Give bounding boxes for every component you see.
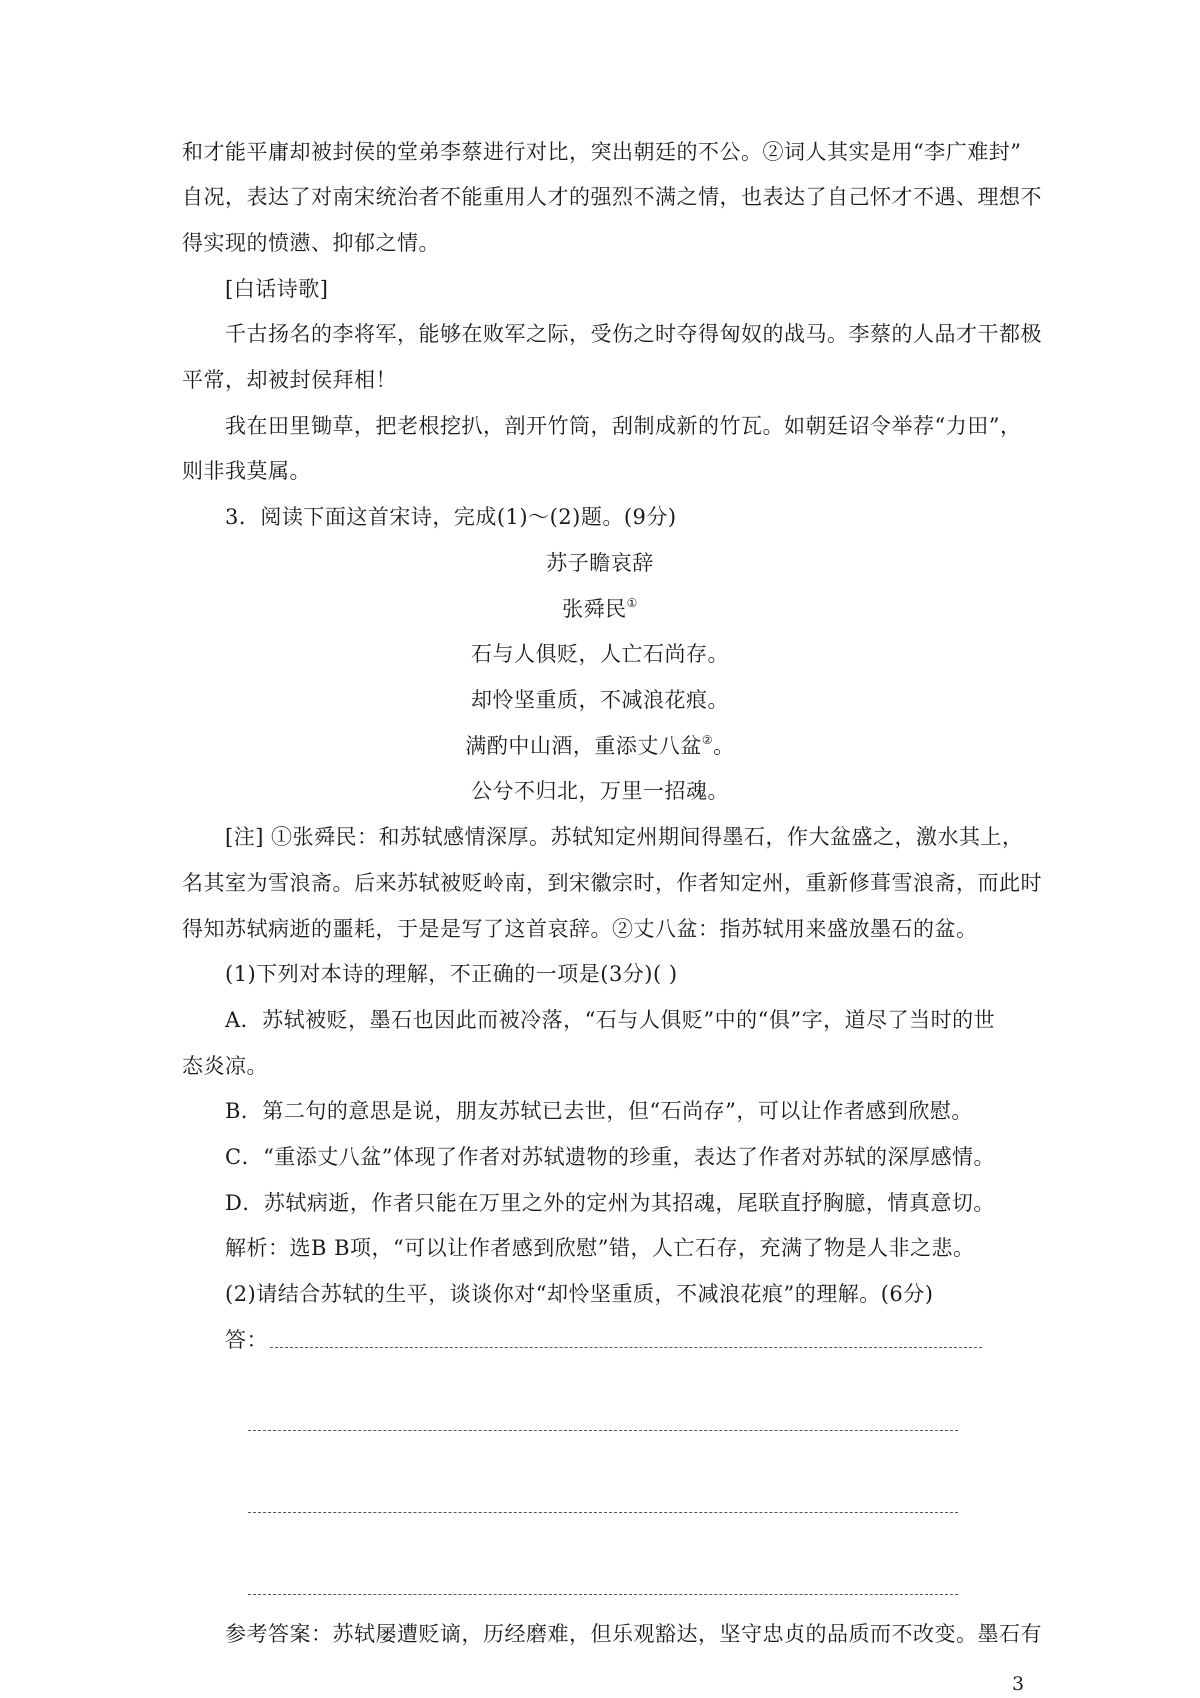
paragraph-line: 平常，却被封侯拜相！ <box>182 368 397 392</box>
option-a-continued: 态炎凉。 <box>182 1054 268 1078</box>
page-number: 3 <box>1012 1673 1025 1695</box>
poem-title: 苏子瞻哀辞 <box>546 551 654 575</box>
answer-line[interactable] <box>248 1512 958 1513</box>
analysis-text: 解析：选B B项，“可以让作者感到欣慰”错，人亡石存，充满了物是人非之悲。 <box>225 1236 975 1260</box>
poem-line: 石与人俱贬，人亡石尚存。 <box>471 642 729 666</box>
poem-line: 却怜坚重质，不减浪花痕。 <box>471 688 729 712</box>
paragraph-line: 则非我莫属。 <box>182 459 311 483</box>
section-heading: [白话诗歌] <box>225 277 329 301</box>
question-prompt: 3．阅读下面这首宋诗，完成(1)～(2)题。(9分) <box>225 505 677 529</box>
note-line: 得知苏轼病逝的噩耗，于是是写了这首哀辞。②丈八盆：指苏轼用来盛放墨石的盆。 <box>182 917 978 941</box>
paragraph-line: 得实现的愤懑、抑郁之情。 <box>182 231 440 255</box>
option-d: D．苏轼病逝，作者只能在万里之外的定州为其招魂，尾联直抒胸臆，情真意切。 <box>225 1191 995 1215</box>
subquestion-prompt: (1)下列对本诗的理解，不正确的一项是(3分)( ) <box>225 962 678 986</box>
paragraph-line: 自况，表达了对南宋统治者不能重用人才的强烈不满之情，也表达了自己怀才不遇、理想不 <box>182 185 1042 209</box>
option-c: C．“重添丈八盆”体现了作者对苏轼遗物的珍重，表达了作者对苏轼的深厚感情。 <box>225 1145 996 1169</box>
answer-label: 答： <box>225 1328 268 1352</box>
answer-line[interactable] <box>248 1594 958 1595</box>
paragraph-line: 和才能平庸却被封侯的堂弟李蔡进行对比，突出朝廷的不公。②词人其实是用“李广难封” <box>182 140 1022 164</box>
note-line: [注] ①张舜民：和苏轼感情深厚。苏轼知定州期间得墨石，作大盆盛之，激水其上， <box>225 825 1024 849</box>
poem-line: 公兮不归北，万里一招魂。 <box>471 779 729 803</box>
paragraph-line: 我在田里锄草，把老根挖扒，剖开竹筒，刮制成新的竹瓦。如朝廷诏令举荐“力田”， <box>225 414 1022 438</box>
footnote-marker: ① <box>626 596 638 610</box>
answer-line[interactable] <box>270 1347 982 1348</box>
option-b: B．第二句的意思是说，朋友苏轼已去世，但“石尚存”，可以让作者感到欣慰。 <box>225 1099 973 1123</box>
answer-line[interactable] <box>248 1430 958 1431</box>
poem-author: 张舜民① <box>562 596 638 621</box>
poem-line: 满酌中山酒，重添丈八盆②。 <box>465 733 735 758</box>
note-line: 名其室为雪浪斋。后来苏轼被贬岭南，到宋徽宗时，作者知定州，重新修葺雪浪斋，而此时 <box>182 871 1042 895</box>
option-a: A．苏轼被贬，墨石也因此而被冷落，“石与人俱贬”中的“俱”字，道尽了当时的世 <box>225 1008 996 1032</box>
subquestion-prompt: (2)请结合苏轼的生平，谈谈你对“却怜坚重质，不减浪花痕”的理解。(6分) <box>225 1282 934 1306</box>
paragraph-line: 千古扬名的李将军，能够在败军之际，受伤之时夺得匈奴的战马。李蔡的人品才干都极 <box>225 322 1042 346</box>
reference-answer: 参考答案：苏轼屡遭贬谪，历经磨难，但乐观豁达，坚守忠贞的品质而不改变。墨石有 <box>225 1622 1042 1646</box>
footnote-marker: ② <box>701 733 714 747</box>
